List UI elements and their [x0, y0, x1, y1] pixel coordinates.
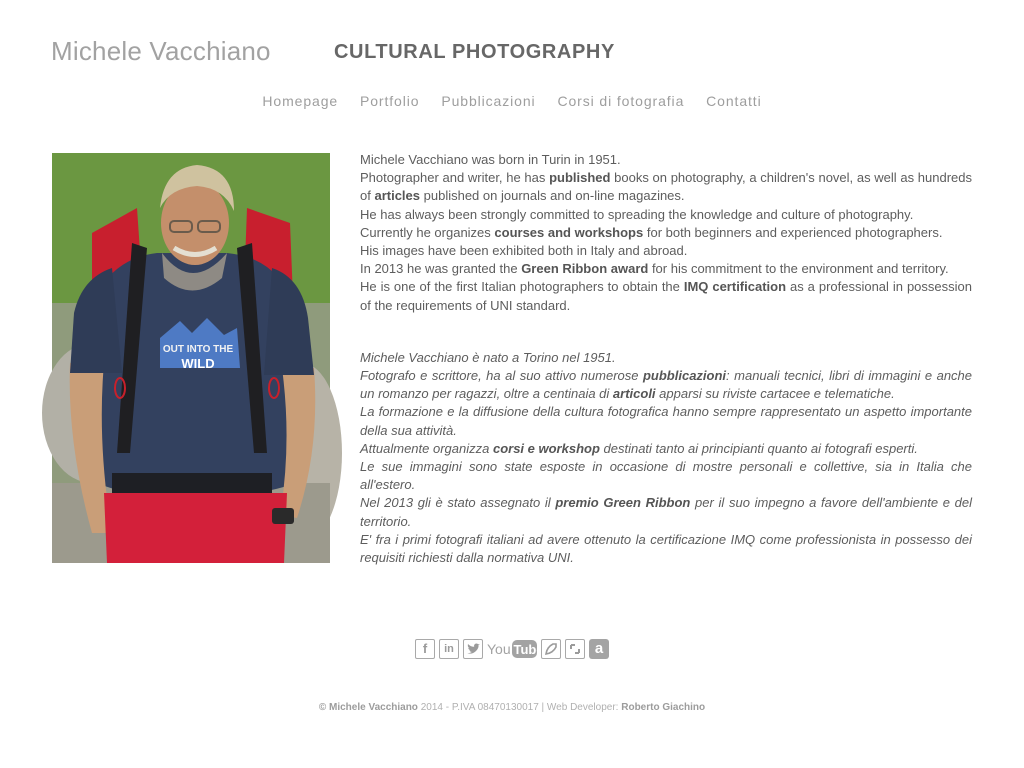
site-tagline: CULTURAL PHOTOGRAPHY: [334, 41, 615, 63]
bio-it-p3: La formazione e la diffusione della cultura fotografica hanno sempre rappresentato un aspetto importante della sua attività.: [360, 404, 972, 438]
nav-item-homepage[interactable]: Homepage: [262, 93, 339, 109]
social-links: [0, 639, 1024, 659]
linkedin-icon[interactable]: in: [439, 639, 459, 659]
bio-en-p4: Currently he organizes courses and workshops for both beginners and experienced photographers.: [360, 224, 943, 240]
bio-it-p7: E' fra i primi fotografi italiani ad avere ottenuto la certificazione IMQ come professionista in possesso dei requisiti richiesti dalla normativa UNI.: [360, 531, 972, 566]
main-nav: [0, 93, 1024, 109]
shirt-text-bottom: WILD: [181, 356, 215, 371]
blog-icon[interactable]: [541, 639, 561, 659]
youtube-you-text: You: [487, 641, 511, 657]
nav-item-corsi[interactable]: Corsi di fotografia: [557, 93, 685, 109]
site-name[interactable]: Michele Vacchiano: [51, 36, 271, 66]
blog-pen-glyph: [542, 640, 560, 658]
bio-en-p2: Photographer and writer, he has published books on photography, a children's novel, as well as hundreds of articles published on journals and on-line magazines.: [360, 170, 973, 204]
twitter-bird-glyph: [464, 640, 482, 658]
bio-it-p6: Nel 2013 gli è stato assegnato il premio Green Ribbon per il suo impegno a favore dell'ambiente e del territorio.: [360, 495, 972, 529]
youtube-tube-text: Tube: [513, 642, 544, 657]
nav-item-contatti[interactable]: Contatti: [706, 93, 762, 109]
bio-en-p6: In 2013 he was granted the Green Ribbon award for his commitment to the environment and territory.: [360, 261, 949, 277]
footer-middle: 2014 - P.IVA 08470130017 | Web Developer:: [417, 702, 622, 713]
bio-text: [360, 151, 972, 567]
bio-en-p3: He has always been strongly committed to spreading the knowledge and culture of photography.: [360, 206, 914, 222]
flickr-glyph: [566, 640, 584, 658]
bio-it-p4: Attualmente organizza corsi e workshop destinati tanto ai principianti quanto ai fotografi esperti.: [360, 440, 918, 456]
bio-en-p5: His images have been exhibited both in Italy and abroad.: [360, 243, 688, 259]
nav-item-pubblicazioni[interactable]: Pubblicazioni: [441, 93, 536, 109]
bio-spacer: [360, 315, 972, 349]
bio-it-p2: Fotografo e scrittore, ha al suo attivo numerose pubblicazioni: manuali tecnici, libri di immagini e anche un romanzo per ragazzi, oltre a centinaia di articoli apparsi su riviste cartacee e telematiche.: [360, 368, 973, 402]
footer-copyright: © Michele Vacchiano: [318, 702, 418, 713]
portrait-illustration: [52, 153, 330, 563]
footer: [0, 702, 1024, 713]
facebook-icon[interactable]: f: [415, 639, 435, 659]
bio-it-p5: Le sue immagini sono state esposte in occasione di mostre personali e collettive, sia in Italia che all'estero.: [360, 459, 972, 493]
bio-en-p7: He is one of the first Italian photographers to obtain the IMQ certification as a professional in possession of the requirements of UNI standard.: [360, 279, 972, 313]
footer-developer-link[interactable]: Roberto Giachino: [621, 702, 706, 713]
shirt-text-top: OUT INTO THE: [162, 344, 234, 355]
twitter-icon[interactable]: [463, 639, 483, 659]
bio-it-p1: Michele Vacchiano è nato a Torino nel 1951.: [360, 349, 616, 365]
bio-en-p1: Michele Vacchiano was born in Turin in 1951.: [360, 152, 621, 167]
amazon-icon[interactable]: a: [589, 639, 609, 659]
nav-item-portfolio[interactable]: Portfolio: [359, 93, 420, 109]
flickr-icon[interactable]: [565, 639, 585, 659]
youtube-logo-glyph: [487, 639, 544, 659]
youtube-icon[interactable]: [487, 639, 544, 659]
portrait-photo: [52, 153, 330, 563]
